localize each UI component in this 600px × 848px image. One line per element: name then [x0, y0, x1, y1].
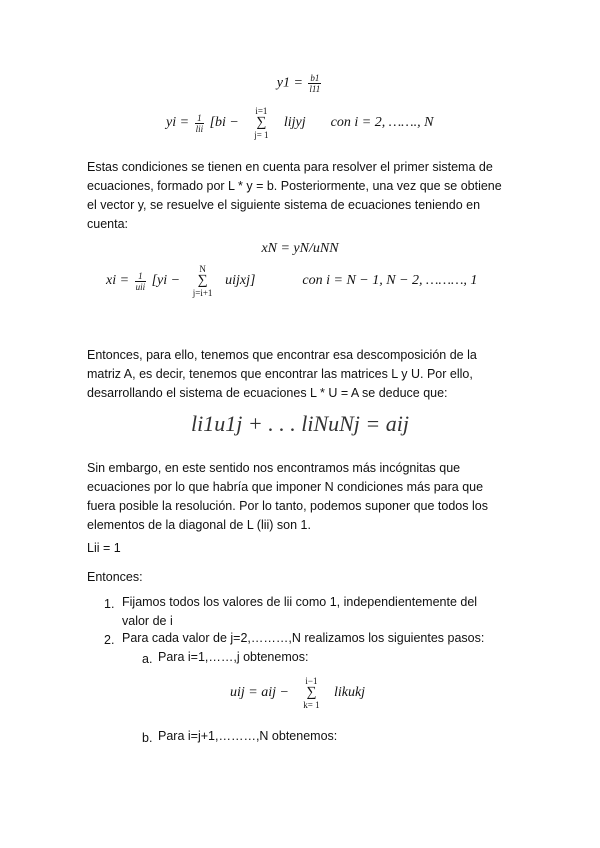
equation-yi-bracket: [bi −	[209, 115, 239, 131]
sum-lower-limit: j=i+1	[192, 288, 213, 298]
fraction-numerator: 1	[195, 113, 205, 124]
equation-yi-condition: con i = 2, ……., N	[330, 115, 434, 131]
fraction-denominator: uii	[135, 281, 146, 292]
equation-y1-lhs: y1 =	[276, 75, 303, 91]
equation-lu-product: li1u1j + . . . liNuNj = aij	[191, 411, 409, 436]
sum-upper-limit: N	[199, 264, 206, 274]
fraction-b1-l11	[308, 73, 321, 94]
fraction-numerator: 1	[135, 271, 147, 282]
fraction-1-uii	[135, 271, 147, 292]
lii-equals-one: Lii = 1	[87, 541, 121, 555]
sigma-symbol: ∑	[197, 273, 208, 288]
equation-xi-bracket: [yi −	[151, 273, 181, 289]
sum-lower-limit: j= 1	[254, 130, 269, 140]
paragraph-primer-sistema: Estas condiciones se tienen en cuenta para resolver el primer sistema de ecuaciones, formado por L * y = b. Posteriormente, una vez que se obtiene el vector y, se resuelve el siguiente sistema de ecuaciones teniendo en cuenta:	[87, 160, 502, 231]
equation-uij-term: likukj	[333, 685, 366, 701]
sigma-symbol: ∑	[306, 685, 317, 700]
summation-sign	[296, 676, 326, 710]
equation-xi	[106, 264, 477, 298]
sublist-item: Para i=j+1,………,N obtenemos:	[158, 729, 338, 743]
list-item-number: 2.	[104, 633, 115, 647]
entonces-label: Entonces:	[87, 570, 143, 584]
fraction-denominator: l11	[309, 84, 321, 94]
fraction-numerator: b1	[310, 73, 320, 83]
sublist-item: Para i=1,……,j obtenemos:	[158, 650, 309, 664]
equation-xN: xN = yN/uNN	[261, 241, 339, 256]
sigma-symbol: ∑	[256, 115, 267, 130]
fraction-denominator: lii	[195, 123, 204, 134]
sublist-item-letter: a.	[142, 652, 153, 666]
equation-yi-term: lijyj	[283, 115, 306, 131]
sum-upper-limit: i−1	[305, 676, 318, 686]
equation-y1	[0, 73, 600, 94]
equation-yi	[166, 106, 433, 140]
sum-lower-limit: k= 1	[303, 700, 320, 710]
equation-xi-term: uijxj]	[225, 273, 256, 289]
summation-sign	[246, 106, 276, 140]
list-item-number: 1.	[104, 597, 115, 611]
list-item: Fijamos todos los valores de lii como 1, independientemente del valor de i	[122, 595, 478, 628]
summation-sign	[188, 264, 218, 298]
equation-uij	[230, 676, 365, 710]
equation-uij-lhs: uij = aij −	[230, 685, 289, 701]
equation-xi-condition: con i = N − 1, N − 2, ………, 1	[302, 273, 478, 289]
equation-yi-lhs: yi =	[166, 115, 190, 131]
list-item: Para cada valor de j=2,………,N realizamos los siguientes pasos:	[122, 631, 485, 645]
sublist-item-letter: b.	[142, 731, 153, 745]
paragraph-incognitas: Sin embargo, en este sentido nos encontramos más incógnitas que ecuaciones por lo que habría que imponer N condiciones más para que fuera posible la resolución. Por lo tanto, podemos suponer que todos los elementos de la diagonal de L (lii) son 1.	[87, 461, 488, 532]
equation-xi-lhs: xi =	[106, 273, 130, 289]
fraction-1-lii	[195, 113, 205, 134]
paragraph-descomposicion: Entonces, para ello, tenemos que encontrar esa descomposición de la matriz A, es decir, tenemos que encontrar las matrices L y U. Por ello, desarrollando el sistema de ecuaciones L * U = A se deduce que:	[87, 348, 477, 400]
sum-upper-limit: i=1	[255, 106, 268, 116]
